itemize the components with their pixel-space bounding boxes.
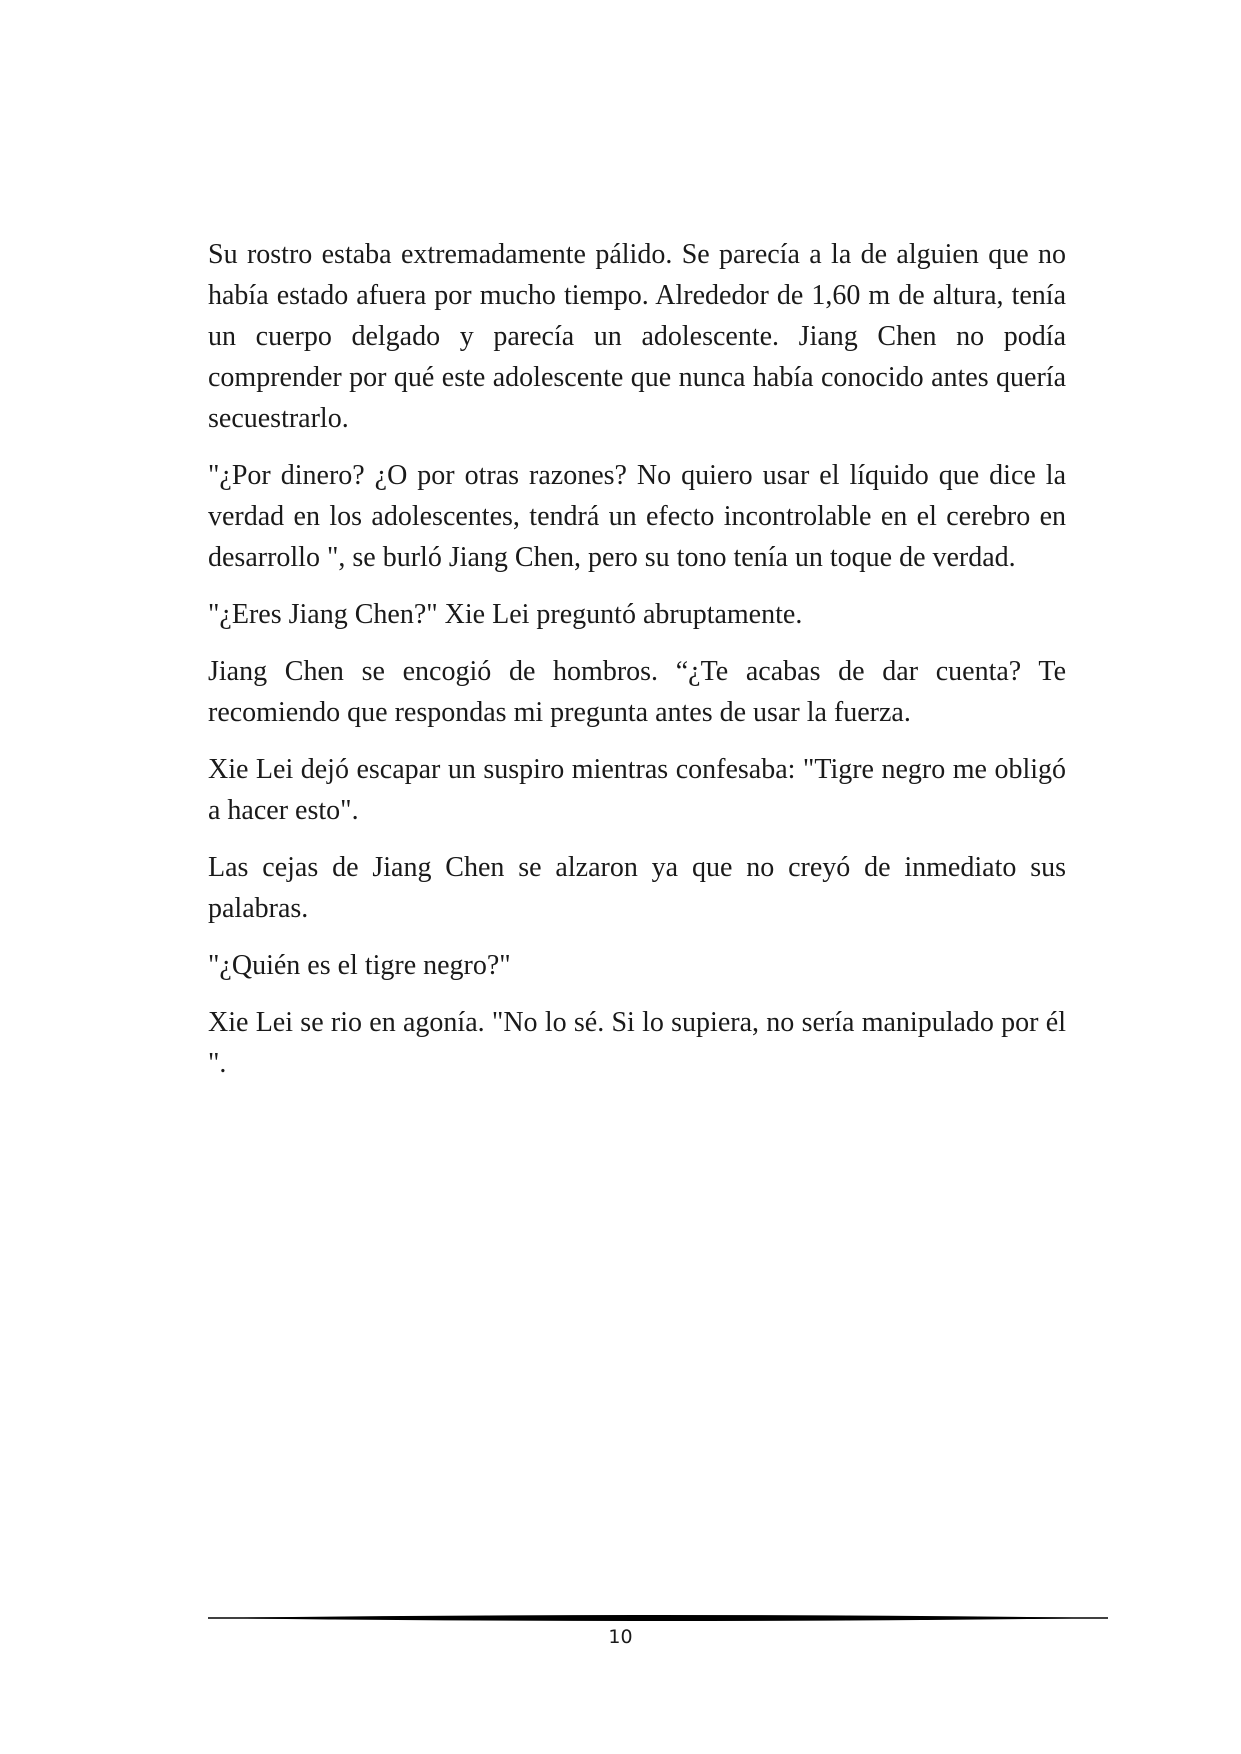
paragraph: Jiang Chen se encogió de hombros. “¿Te acabas de dar cuenta? Te recomiendo que respondas mi pregunta antes de usar la fuerza. bbox=[208, 656, 1066, 728]
paragraph: "¿Quién es el tigre negro?" bbox=[208, 950, 511, 981]
paragraph: Xie Lei dejó escapar un suspiro mientras confesaba: "Tigre negro me obligó a hacer esto". bbox=[208, 754, 1066, 826]
paragraph: "¿Por dinero? ¿O por otras razones? No quiero usar el líquido que dice la verdad en los adolescentes, tendrá un efecto incontrolable en el cerebro en desarrollo ", se burló Jiang Chen, pero su tono tenía un toque de verdad. bbox=[208, 460, 1066, 573]
paragraph: "¿Eres Jiang Chen?" Xie Lei preguntó abruptamente. bbox=[208, 599, 803, 630]
page-number: 10 bbox=[608, 1626, 633, 1648]
body-text bbox=[208, 234, 1066, 1100]
paragraph: Las cejas de Jiang Chen se alzaron ya que no creyó de inmediato sus palabras. bbox=[208, 852, 1066, 924]
paragraph: Xie Lei se rio en agonía. "No lo sé. Si lo supiera, no sería manipulado por él ". bbox=[208, 1007, 1066, 1079]
paragraph: Su rostro estaba extremadamente pálido. Se parecía a la de alguien que no había estado afuera por mucho tiempo. Alrededor de 1,60 m de altura, tenía un cuerpo delgado y parecía un adolescente. Jiang Chen no podía comprender por qué este adolescente que nunca había conocido antes quería secuestrarlo. bbox=[208, 239, 1066, 434]
footer-rule bbox=[208, 1612, 1108, 1624]
